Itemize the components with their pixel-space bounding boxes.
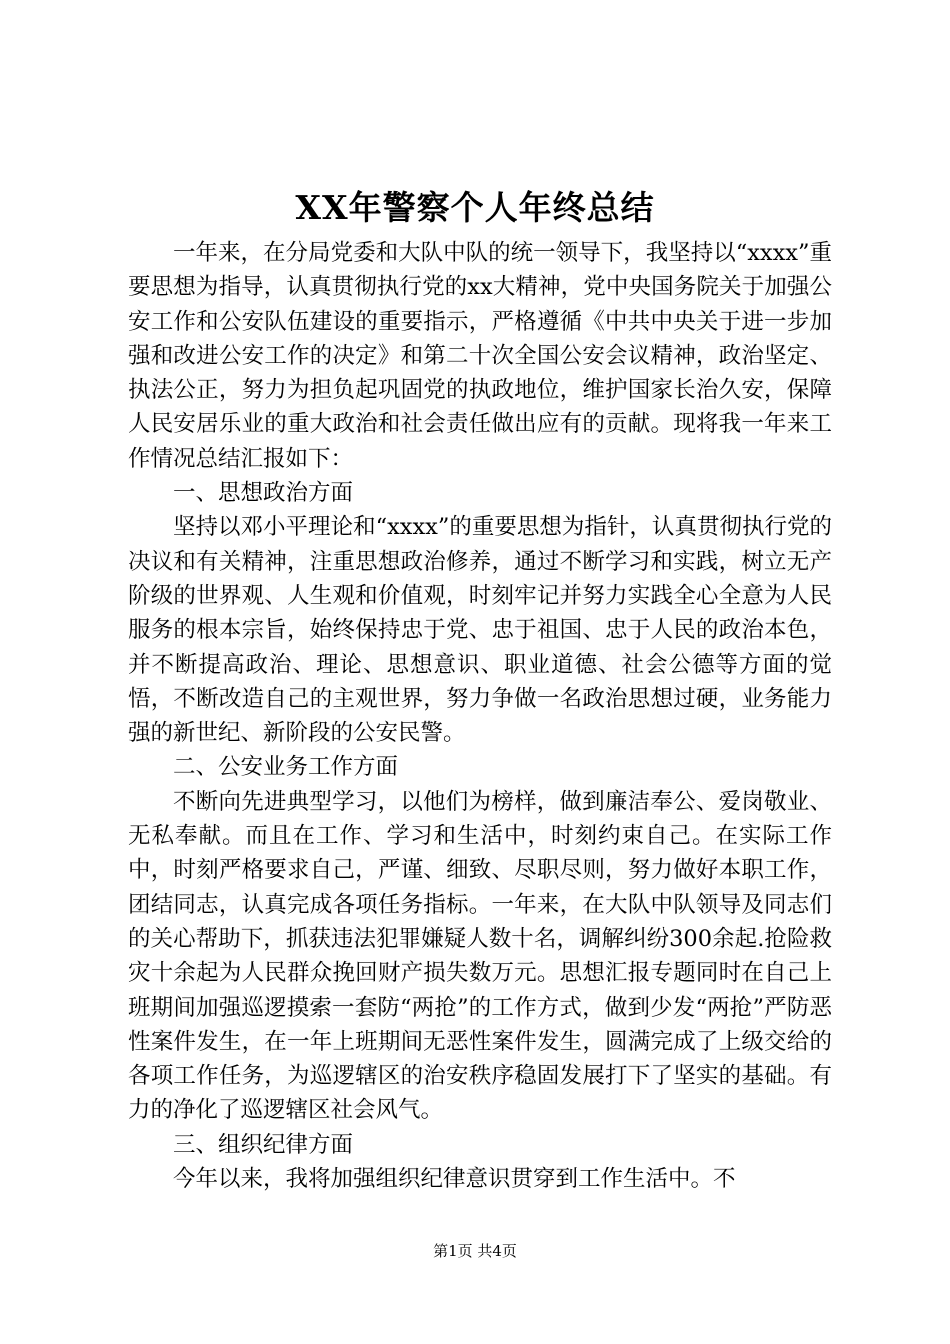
page-number: 第1页 共4页 bbox=[433, 1242, 517, 1260]
document-body bbox=[128, 236, 832, 1196]
paragraph-discipline: 今年以来，我将加强组织纪律意识贯穿到工作生活中。不 bbox=[173, 1166, 736, 1193]
section-heading-ideology: 一、思想政治方面 bbox=[173, 480, 354, 507]
document-title: XX年警察个人年终总结 bbox=[295, 188, 655, 227]
paragraph-police-work: 不断向先进典型学习，以他们为榜样，做到廉洁奉公、爱岗敬业、无私奉献。而且在工作、学习和生活中，时刻约束自己。在实际工作中，时刻严格要求自己，严谨、细致、尽职尽则，努力做好本职工作，团结同志，认真完成各项任务指标。一年来，在大队中队领导及同志们的关心帮助下，抓获违法犯罪嫌疑人数十名，调解纠纷300余起.抢险救灾十余起为人民群众挽回财产损失数万元。思想汇报专题同时在自己上班期间加强巡逻摸索一套防“两抢”的工作方式，做到少发“两抢”严防恶性案件发生，在一年上班期间无恶性案件发生，圆满完成了上级交给的各项工作任务，为巡逻辖区的治安秩序稳固发展打下了坚实的基础。有力的净化了巡逻辖区社会风气。 bbox=[128, 788, 832, 1124]
paragraph-ideology: 坚持以邓小平理论和“xxxx”的重要思想为指针，认真贯彻执行党的决议和有关精神，注重思想政治修养，通过不断学习和实践，树立无产阶级的世界观、人生观和价值观，时刻牢记并努力实践全心全意为人民服务的根本宗旨，始终保持忠于党、忠于祖国、忠于人民的政治本色，并不断提高政治、理论、思想意识、职业道德、社会公德等方面的觉悟，不断改造自己的主观世界，努力争做一名政治思想过硬，业务能力强的新世纪、新阶段的公安民警。 bbox=[128, 514, 832, 747]
section-heading-discipline: 三、组织纪律方面 bbox=[173, 1131, 354, 1158]
section-heading-police-work: 二、公安业务工作方面 bbox=[173, 754, 399, 781]
paragraph-intro: 一年来，在分局党委和大队中队的统一领导下，我坚持以“xxxx”重要思想为指导，认真贯彻执行党的xx大精神，党中央国务院关于加强公安工作和公安队伍建设的重要指示，严格遵循《中共中央关于进一步加强和改进公安工作的决定》和第二十次全国公安会议精神，政治坚定、执法公正，努力为担负起巩固党的执政地位，维护国家长治久安，保障人民安居乐业的重大政治和社会责任做出应有的贡献。现将我一年来工作情况总结汇报如下： bbox=[128, 240, 832, 472]
